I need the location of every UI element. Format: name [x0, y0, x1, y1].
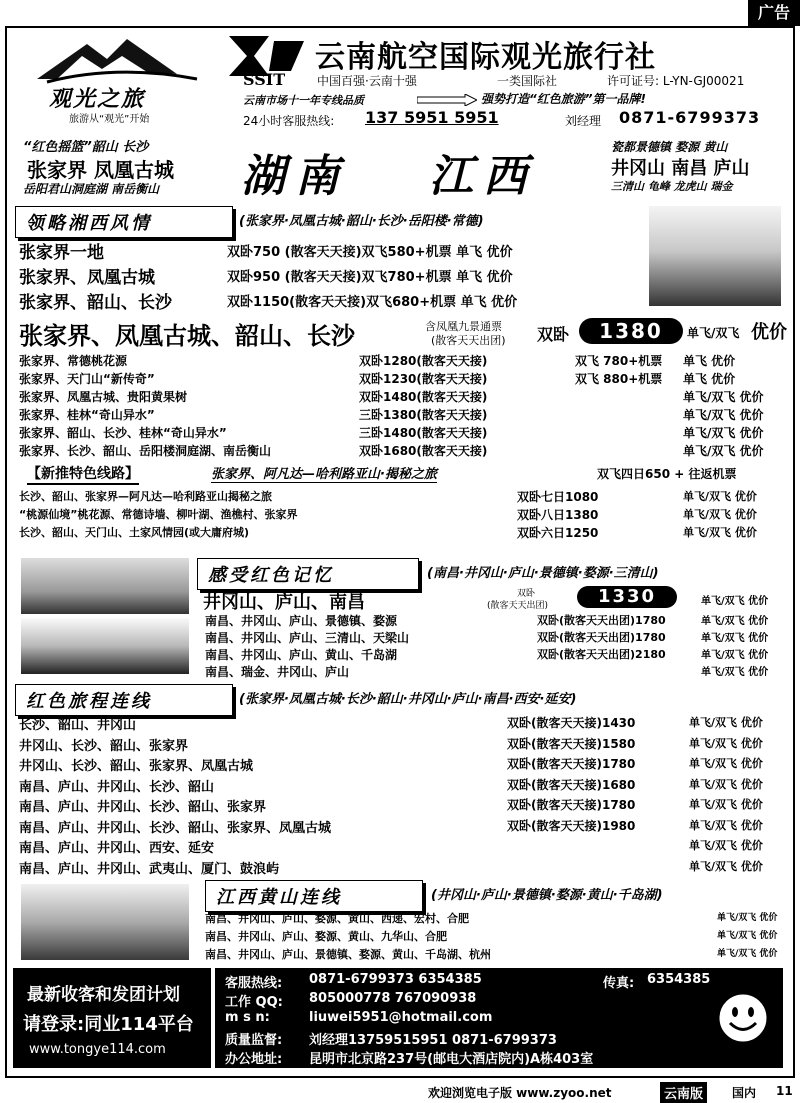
bottom-text: 欢迎浏览电子版 www.zyoo.net: [428, 1086, 612, 1100]
section1-feature-label: 双卧: [537, 325, 570, 344]
hotline-number: 137 5951 5951: [365, 108, 499, 127]
banner-left-line2: 张家界 凤凰古城: [27, 158, 174, 182]
route-tail: 单飞/双飞 优价: [689, 798, 763, 811]
section1-feature-note2: (散客天天出团): [431, 334, 506, 347]
contact-label: 工作 QQ:: [225, 995, 283, 1010]
route-name: 长沙、韶山、天门山、土家风情园(或大庸府城): [19, 526, 250, 539]
route-tail: 单飞/双飞 优价: [683, 444, 764, 458]
contact-box: [215, 968, 783, 1068]
ad-frame: [5, 26, 795, 1078]
route-tail: 单飞 优价: [683, 354, 736, 368]
route-tail: 单飞/双飞 优价: [701, 667, 769, 678]
section1-title: 领略湘西风情: [15, 206, 233, 238]
section1-new-label: 【新推特色线路】: [27, 463, 139, 485]
route-price: 双卧(散客天天接)1680: [507, 777, 636, 792]
route-tail: 单飞/双飞 优价: [689, 757, 763, 770]
promo-line1: 最新收客和发团计划: [27, 985, 180, 1005]
route-price: 双卧(散客天天接)1580: [507, 736, 636, 751]
route-tail: 单飞/双飞 优价: [683, 390, 764, 404]
section1-new-price: 双飞四日650 + 往返机票: [597, 467, 737, 481]
contact-extra-value: 6354385: [647, 972, 711, 987]
route-name: 张家界、韶山、长沙、桂林“奇山异水”: [19, 426, 227, 440]
route-price: 双卧七日1080: [517, 490, 599, 504]
route-name: 南昌、庐山、井冈山、长沙、韶山、张家界: [19, 800, 267, 815]
section3-title: 红色旅程连线: [15, 684, 233, 716]
arrow-icon: [417, 94, 477, 106]
route-name: 南昌、庐山、井冈山、长沙、韶山: [19, 779, 215, 795]
banner-right-line3: 三清山 龟峰 龙虎山 瑞金: [611, 180, 733, 193]
route-price: 双卧(散客天天出团)1780: [537, 631, 666, 644]
route-name: 长沙、韶山、井冈山: [19, 718, 137, 733]
route-price: 双卧八日1380: [517, 508, 599, 522]
banner-jiangxi: 江西: [429, 151, 537, 202]
route-price: 双卧1480(散客天天接): [359, 390, 488, 404]
route-name: 南昌、庐山、井冈山、武夷山、厦门、鼓浪屿: [19, 861, 280, 877]
section1-feature-price: 1380: [579, 318, 683, 344]
route-tail: 单飞/双飞 优价: [689, 859, 763, 873]
brand-line: 强势打造“红色旅游”第一品牌!: [481, 92, 646, 106]
banner-left-line3: 岳阳君山洞庭湖 南岳衡山: [23, 182, 160, 196]
contact-value: 0871-6799373 6354385: [309, 972, 482, 987]
company-name: 云南航空国际观光旅行社: [315, 40, 656, 75]
section1-feature-tag: 优价: [751, 322, 787, 343]
route-name: 南昌、井冈山、庐山、黄山、千岛湖: [205, 648, 398, 662]
route-price: 双卧六日1250: [517, 526, 599, 540]
route-price: 三卧1480(散客天天接): [359, 426, 488, 440]
route-price: 双卧750 (散客天天接)双飞580+机票 单飞 优价: [227, 245, 513, 260]
section2-feature-tail: 单飞/双飞 优价: [701, 596, 769, 607]
banner-right-line2: 井冈山 南昌 庐山: [611, 158, 750, 179]
contact-label: 办公地址:: [225, 1052, 283, 1067]
route-tail: 单飞/双飞 优价: [701, 633, 769, 644]
hotline-label: 24小时客服热线:: [243, 114, 335, 128]
route-name: 南昌、庐山、井冈山、长沙、韶山、张家界、凤凰古城: [19, 820, 332, 836]
route-name: 张家界、凤凰古城: [19, 268, 155, 288]
route-name: 张家界、常德桃花源: [19, 354, 128, 368]
tree-photo: [21, 558, 189, 614]
section2-feature-route: 井冈山、庐山、南昌: [203, 592, 365, 613]
page-number: 11: [776, 1084, 793, 1098]
route-tail: 单飞/双飞 优价: [683, 508, 757, 521]
route-name: 长沙、韶山、张家界—阿凡达—哈利路亚山揭秘之旅: [19, 490, 272, 503]
tagline: 中国百强·云南十强: [317, 74, 417, 88]
route-name: 张家界、长沙、韶山、岳阳楼洞庭湖、南岳衡山: [19, 444, 272, 458]
route-price: 双卧(散客天天接)1980: [507, 818, 636, 833]
route-tail: 单飞/双飞 优价: [701, 650, 769, 661]
section1-feature-note1: 含凤凰九景通票: [425, 320, 502, 333]
route-name: 张家界、凤凰古城、贵阳黄果树: [19, 390, 188, 404]
contact-label: 质量监督:: [225, 1033, 283, 1048]
bottom-badge: 云南版: [660, 1082, 707, 1103]
route-tail: 单飞/双飞 优价: [683, 490, 757, 503]
route-tail: 单飞/双飞 优价: [717, 931, 778, 941]
peak-photo: [21, 618, 189, 674]
manager: 刘经理: [565, 114, 602, 128]
contact-extra-label: 传真:: [603, 976, 635, 991]
route-name: 南昌、庐山、井冈山、西安、延安: [19, 841, 215, 856]
route-price: 双卧1230(散客天天接): [359, 372, 488, 386]
mountain-logo-icon: [27, 34, 207, 84]
route-price: 双卧(散客天天出团)2180: [537, 648, 666, 661]
license: 许可证号: L-YN-GJ00021: [607, 74, 745, 88]
bottom-section: 国内: [732, 1086, 757, 1100]
route-price: 三卧1380(散客天天接): [359, 408, 488, 422]
mountain-mist-photo: [649, 206, 781, 306]
section2-feature-price: 1330: [577, 586, 677, 608]
route-name: 南昌、井冈山、庐山、景德镇、婺源: [205, 614, 398, 628]
contact-label: 客服热线:: [225, 976, 283, 991]
route-price: 双卧1150(散客天天接)双飞680+机票 单飞 优价: [227, 295, 518, 310]
market-line: 云南市场十一年专线品质: [243, 94, 364, 107]
logo-slogan: 旅游从“观光”开始: [69, 114, 150, 125]
section4-title: 江西黄山连线: [205, 880, 423, 912]
route-tail: 单飞 优价: [683, 372, 736, 386]
section1-new-title: 张家界、阿凡达—哈利路亚山·揭秘之旅: [211, 463, 437, 483]
route-name: “桃源仙境”桃花源、常德诗墙、柳叶湖、渔樵村、张家界: [19, 508, 298, 521]
pine-photo: [21, 884, 189, 960]
section1-feature-mode: 单飞/双飞: [687, 326, 740, 340]
section1-feature-route: 张家界、凤凰古城、韶山、长沙: [19, 322, 355, 350]
route-price: 双卧950 (散客天天接)双飞780+机票 单飞 优价: [227, 270, 513, 285]
section2-feature-note2: (散客天天出团): [487, 601, 549, 611]
contact-value: 刘经理13759515951 0871-6799373: [309, 1033, 557, 1048]
route-tail: 单飞/双飞 优价: [689, 716, 763, 729]
route-tail: 单飞/双飞 优价: [683, 426, 764, 440]
route-price: 双卧(散客天天出团)1780: [537, 614, 666, 627]
section2-title: 感受红色记忆: [197, 558, 419, 590]
route-name: 张家界、天门山“新传奇”: [19, 372, 155, 386]
banner-left-line1: “红色摇篮”韶山 长沙: [23, 140, 149, 155]
route-price: 双卧1680(散客天天接): [359, 444, 488, 458]
route-price: 双卧(散客天天接)1780: [507, 757, 636, 771]
section2-subtitle: (南昌·井冈山·庐山·景德镇·婺源·三清山): [427, 566, 659, 581]
promo-url: www.tongye114.com: [29, 1042, 166, 1057]
route-tail: 单飞/双飞 优价: [717, 949, 778, 959]
contact-value: liuwei5951@hotmail.com: [309, 1010, 493, 1025]
contact-label: m s n:: [225, 1010, 270, 1025]
route-tail: 单飞/双飞 优价: [683, 408, 764, 422]
promo-box: [13, 968, 211, 1068]
route-tail: 单飞/双飞 优价: [689, 839, 763, 852]
section4-subtitle: (井冈山·庐山·景德镇·婺源·黄山·千岛湖): [431, 888, 663, 903]
section3-subtitle: (张家界·凤凰古城·长沙·韶山·井冈山·庐山·南昌·西安·延安): [239, 692, 577, 707]
route-tail: 单飞/双飞 优价: [683, 526, 757, 539]
route-price: 双卧(散客天天接)1780: [507, 798, 636, 812]
promo-line2: 请登录:同业114平台: [23, 1014, 194, 1035]
route-name: 南昌、瑞金、井冈山、庐山: [205, 665, 350, 679]
route-name: 张家界一地: [19, 243, 104, 263]
route-price: 双卧(散客天天接)1430: [507, 716, 636, 730]
route-tail: 单飞/双飞 优价: [717, 913, 778, 923]
route-name: 张家界、桂林“奇山异水”: [19, 408, 155, 422]
banner-hunan: 湖南: [241, 151, 349, 202]
smiley-icon: [715, 990, 771, 1046]
route-tail: 单飞/双飞 优价: [689, 777, 763, 791]
route-name: 南昌、井冈山、庐山、婺源、黄山、九华山、合肥: [205, 930, 447, 943]
category: 一类国际社: [497, 74, 558, 88]
section1-subtitle: (张家界·凤凰古城·韶山·长沙·岳阳楼·常德): [239, 214, 484, 229]
route-name: 南昌、井冈山、庐山、三清山、天梁山: [205, 631, 410, 645]
logo: [27, 34, 207, 124]
section2-feature-note1: 双卧: [517, 589, 536, 599]
route-fly: 双飞 780+机票: [575, 354, 663, 368]
logo-text: 观光之旅: [49, 86, 146, 112]
route-name: 张家界、韶山、长沙: [19, 293, 172, 313]
route-name: 南昌、井冈山、庐山、景德镇、婺源、黄山、千岛湖、杭州: [205, 948, 491, 961]
route-tail: 单飞/双飞 优价: [701, 616, 769, 627]
ad-tag: 广告: [748, 0, 800, 26]
ssit-label: SSIT: [243, 70, 286, 89]
route-tail: 单飞/双飞 优价: [689, 818, 763, 832]
route-fly: 双飞 880+机票: [575, 372, 663, 386]
header-phone: 0871-6799373: [619, 108, 761, 127]
contact-value: 805000778 767090938: [309, 991, 477, 1006]
contact-value: 昆明市北京路237号(邮电大酒店院内)A栋403室: [309, 1052, 594, 1067]
route-name: 井冈山、长沙、韶山、张家界: [19, 738, 189, 754]
route-price: 双卧1280(散客天天接): [359, 354, 488, 368]
route-name: 井冈山、长沙、韶山、张家界、凤凰古城: [19, 759, 254, 774]
banner-right-line1: 瓷都景德镇 婺源 黄山: [611, 140, 728, 154]
route-tail: 单飞/双飞 优价: [689, 736, 763, 750]
route-name: 南昌、井冈山、庐山、婺源、黄山、西递、宏村、合肥: [205, 912, 469, 925]
